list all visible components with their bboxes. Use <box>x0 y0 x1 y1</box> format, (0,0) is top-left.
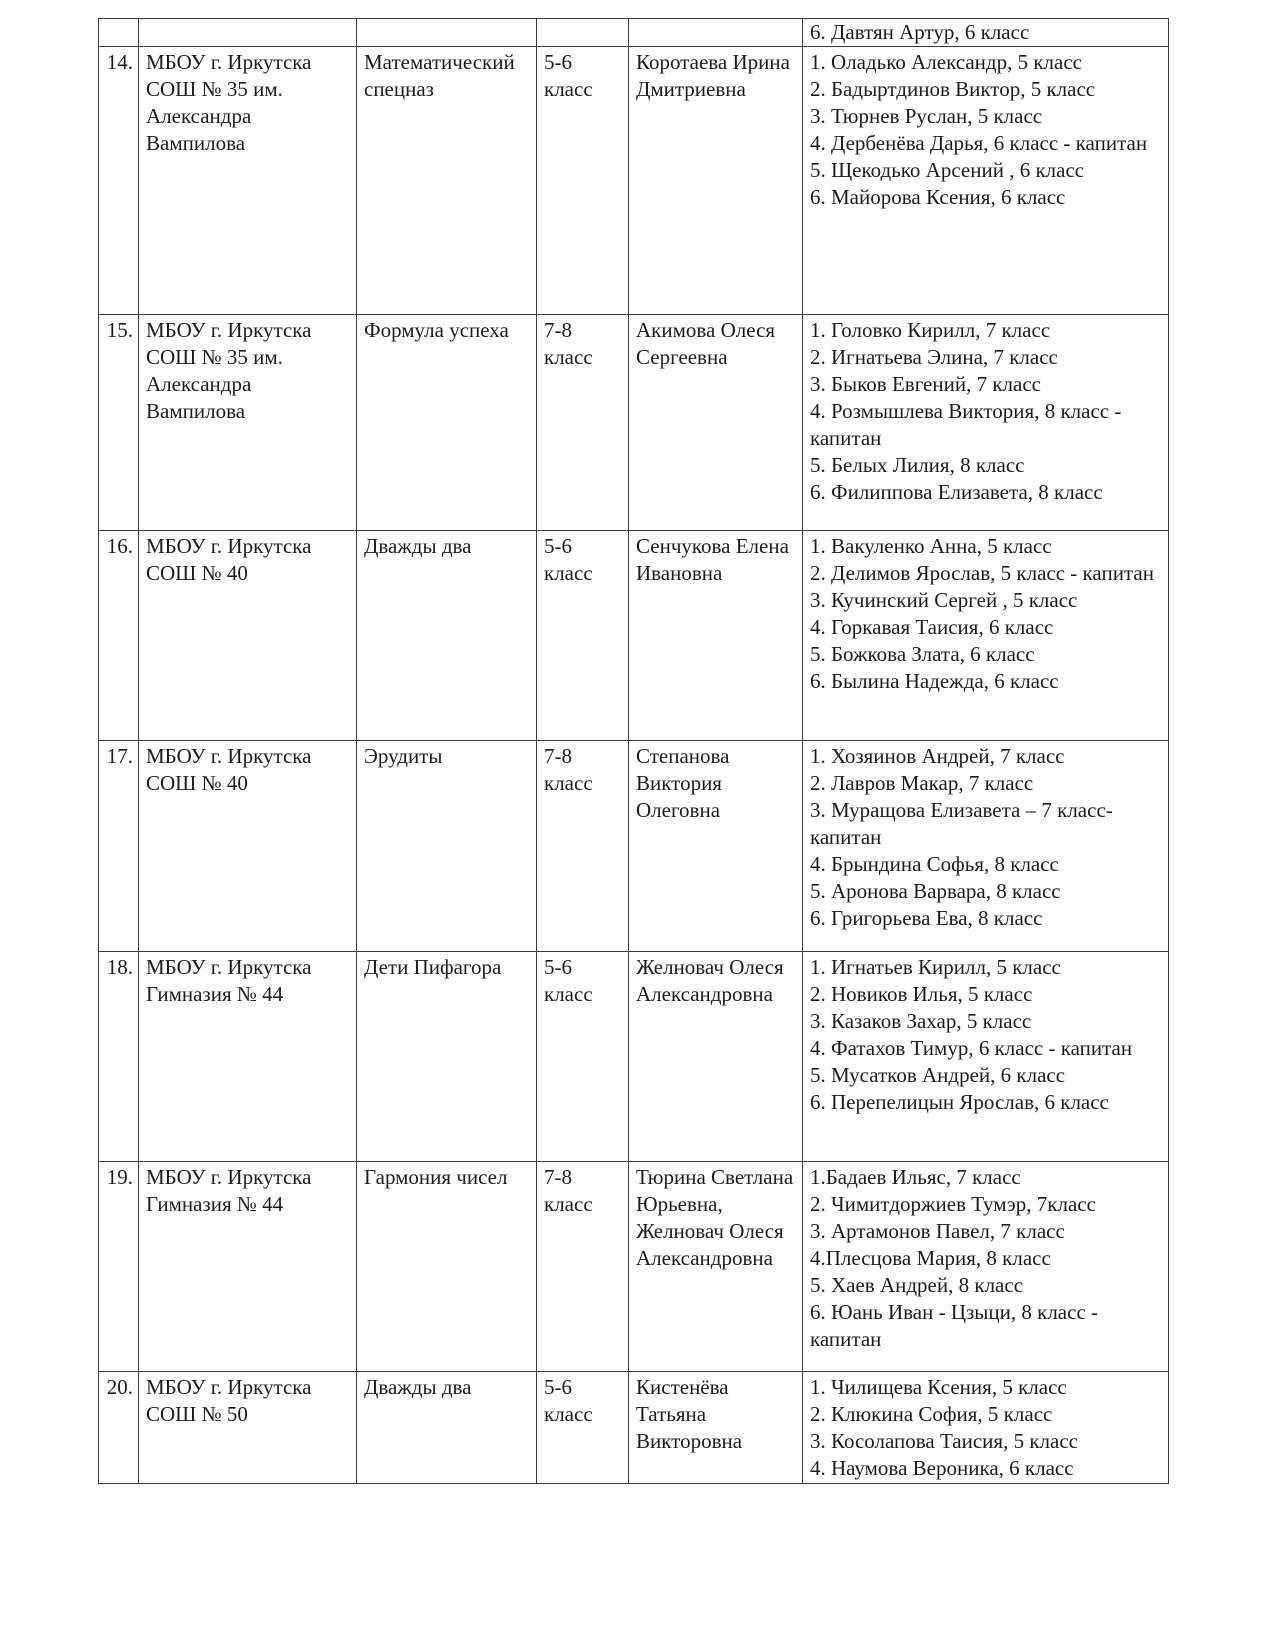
row-number: 20. <box>99 1372 139 1484</box>
member-line: 2. Делимов Ярослав, 5 класс - капитан <box>810 561 1154 585</box>
member-line: 1. Чилищева Ксения, 5 класс <box>810 1375 1067 1399</box>
member-line: 2. Игнатьева Элина, 7 класс <box>810 345 1058 369</box>
member-line: 6. Давтян Артур, 6 класс <box>810 20 1030 44</box>
member-line: 6. Григорьева Ева, 8 класс <box>810 906 1043 930</box>
member-line: 5. Аронова Варвара, 8 класс <box>810 879 1061 903</box>
row-number: 14. <box>99 47 139 315</box>
member-line: 4. Дербенёва Дарья, 6 класс - капитан <box>810 131 1148 155</box>
coach-cell: Степанова Виктория Олеговна <box>629 741 803 952</box>
team-cell <box>357 19 537 47</box>
teams-table <box>98 18 1169 1484</box>
members-cell <box>803 531 1169 741</box>
member-line: 1. Головко Кирилл, 7 класс <box>810 318 1051 342</box>
row-number: 18. <box>99 952 139 1162</box>
num-cell <box>99 19 139 47</box>
member-line: 3. Быков Евгений, 7 класс <box>810 372 1041 396</box>
member-line: 5. Белых Лилия, 8 класс <box>810 453 1025 477</box>
member-line: 2. Лавров Макар, 7 класс <box>810 771 1034 795</box>
school-cell: МБОУ г. Иркутска Гимназия № 44 <box>139 952 357 1162</box>
member-line: 3. Тюрнев Руслан, 5 класс <box>810 104 1043 128</box>
row-number: 16. <box>99 531 139 741</box>
school-cell: МБОУ г. Иркутска СОШ № 35 им. Александра Вампилова <box>139 47 357 315</box>
member-line: 2. Бадыртдинов Виктор, 5 класс <box>810 77 1096 101</box>
team-name-cell: Дважды два <box>357 1372 537 1484</box>
team-name-cell: Гармония чисел <box>357 1162 537 1372</box>
team-name-cell: Математический спецназ <box>357 47 537 315</box>
member-line: 2. Новиков Илья, 5 класс <box>810 982 1033 1006</box>
table-row <box>99 952 1169 1162</box>
coach-cell <box>629 19 803 47</box>
table-row <box>99 1372 1169 1484</box>
row-number: 15. <box>99 315 139 531</box>
coach-cell: Кистенёва Татьяна Викторовна <box>629 1372 803 1484</box>
member-line: 4.Плесцова Мария, 8 класс <box>810 1246 1051 1270</box>
member-line: 1. Игнатьев Кирилл, 5 класс <box>810 955 1061 979</box>
member-line: 3. Косолапова Таисия, 5 класс <box>810 1429 1078 1453</box>
member-line: 6. Майорова Ксения, 6 класс <box>810 185 1066 209</box>
member-line: 6. Былина Надежда, 6 класс <box>810 669 1059 693</box>
member-line: 4. Фатахов Тимур, 6 класс - капитан <box>810 1036 1133 1060</box>
grade-cell <box>537 19 629 47</box>
table-row <box>99 531 1169 741</box>
team-name-cell: Дважды два <box>357 531 537 741</box>
grade-cell: 7-8 класс <box>537 741 629 952</box>
members-cell <box>803 19 1169 47</box>
members-cell <box>803 1162 1169 1372</box>
grade-cell: 5-6 класс <box>537 1372 629 1484</box>
member-line: 1.Бадаев Ильяс, 7 класс <box>810 1165 1021 1189</box>
grade-cell: 5-6 класс <box>537 952 629 1162</box>
school-cell: МБОУ г. Иркутска СОШ № 35 им. Александра Вампилова <box>139 315 357 531</box>
school-cell <box>139 19 357 47</box>
member-line: 1. Вакуленко Анна, 5 класс <box>810 534 1052 558</box>
member-line: 1. Оладько Александр, 5 класс <box>810 50 1082 74</box>
member-line: 6. Перепелицын Ярослав, 6 класс <box>810 1090 1109 1114</box>
member-line: 5. Мусатков Андрей, 6 класс <box>810 1063 1066 1087</box>
member-line: 4. Горкавая Таисия, 6 класс <box>810 615 1054 639</box>
member-line: 3. Казаков Захар, 5 класс <box>810 1009 1032 1033</box>
coach-cell: Тюрина Светлана Юрьевна, Желновач Олеся Александровна <box>629 1162 803 1372</box>
member-line: 2. Чимитдоржиев Тумэр, 7класс <box>810 1192 1096 1216</box>
table-row-continued <box>99 19 1169 47</box>
member-line: 5. Божкова Злата, 6 класс <box>810 642 1035 666</box>
team-name-cell: Дети Пифагора <box>357 952 537 1162</box>
table-row <box>99 47 1169 315</box>
member-line: 3. Артамонов Павел, 7 класс <box>810 1219 1065 1243</box>
school-cell: МБОУ г. Иркутска СОШ № 40 <box>139 531 357 741</box>
member-line: 6. Филиппова Елизавета, 8 класс <box>810 480 1103 504</box>
team-name-cell: Формула успеха <box>357 315 537 531</box>
table-row <box>99 741 1169 952</box>
grade-cell: 5-6 класс <box>537 47 629 315</box>
table-row <box>99 1162 1169 1372</box>
coach-cell: Коротаева Ирина Дмитриевна <box>629 47 803 315</box>
teams-table-body <box>99 19 1169 1484</box>
coach-cell: Акимова Олеся Сергеевна <box>629 315 803 531</box>
table-row <box>99 315 1169 531</box>
members-cell <box>803 315 1169 531</box>
member-line: 5. Щекодько Арсений , 6 класс <box>810 158 1085 182</box>
grade-cell: 5-6 класс <box>537 531 629 741</box>
row-number: 17. <box>99 741 139 952</box>
school-cell: МБОУ г. Иркутска СОШ № 40 <box>139 741 357 952</box>
member-line: 5. Хаев Андрей, 8 класс <box>810 1273 1024 1297</box>
members-cell <box>803 741 1169 952</box>
team-name-cell: Эрудиты <box>357 741 537 952</box>
members-cell <box>803 1372 1169 1484</box>
member-line: 1. Хозяинов Андрей, 7 класс <box>810 744 1065 768</box>
member-line: 6. Юань Иван - Цзыци, 8 класс - капитан <box>810 1300 1099 1351</box>
coach-cell: Желновач Олеся Александровна <box>629 952 803 1162</box>
grade-cell: 7-8 класс <box>537 1162 629 1372</box>
grade-cell: 7-8 класс <box>537 315 629 531</box>
member-line: 4. Розмышлева Виктория, 8 класс - капитан <box>810 399 1122 450</box>
member-line: 3. Кучинский Сергей , 5 класс <box>810 588 1078 612</box>
members-cell <box>803 47 1169 315</box>
member-line: 2. Клюкина София, 5 класс <box>810 1402 1053 1426</box>
member-line: 4. Наумова Вероника, 6 класс <box>810 1456 1074 1480</box>
member-line: 4. Брындина Софья, 8 класс <box>810 852 1059 876</box>
school-cell: МБОУ г. Иркутска СОШ № 50 <box>139 1372 357 1484</box>
row-number: 19. <box>99 1162 139 1372</box>
school-cell: МБОУ г. Иркутска Гимназия № 44 <box>139 1162 357 1372</box>
member-line: 3. Муращова Елизавета – 7 класс- капитан <box>810 798 1113 849</box>
coach-cell: Сенчукова Елена Ивановна <box>629 531 803 741</box>
members-cell <box>803 952 1169 1162</box>
